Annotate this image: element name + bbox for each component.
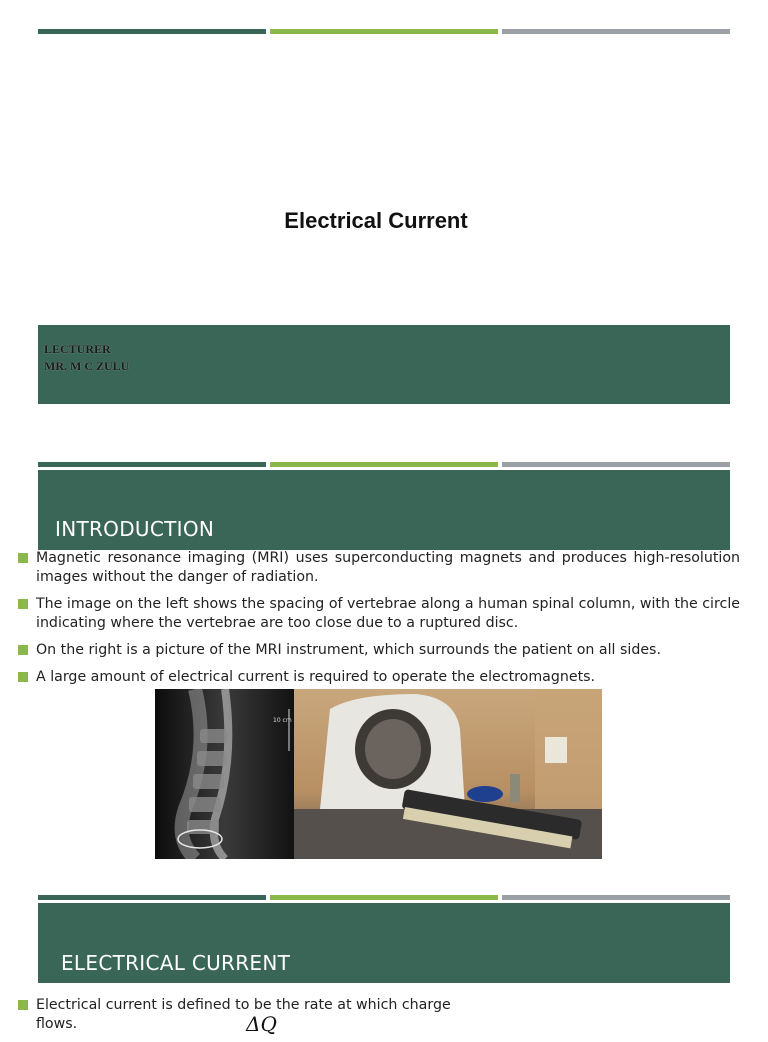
top-stripe-gray — [502, 29, 730, 34]
lecturer-name: MR. M C ZULU — [44, 359, 130, 373]
scale-label: 10 cm — [273, 717, 292, 724]
square-bullet-icon — [18, 645, 28, 655]
slide2-stripe-green — [270, 462, 498, 467]
list-item: On the right is a picture of the MRI instrument, which surrounds the patient on all sides. — [18, 641, 740, 660]
square-bullet-icon — [18, 553, 28, 563]
slide3-stripe-dark — [38, 895, 266, 900]
slide-title: Electrical Current — [284, 208, 468, 233]
slide3-stripe-gray — [502, 895, 730, 900]
lecturer-band — [38, 325, 730, 404]
mri-photo-composite — [155, 689, 602, 859]
square-bullet-icon — [18, 672, 28, 682]
spine-scan-image — [155, 689, 294, 859]
slide2-stripe-gray — [502, 462, 730, 467]
list-item: Magnetic resonance imaging (MRI) uses superconducting magnets and produces high-resolution images without the danger of radiation. — [18, 549, 740, 587]
slide2-stripe-dark — [38, 462, 266, 467]
slide3-stripe-green — [270, 895, 498, 900]
top-stripe-green — [270, 29, 498, 34]
introduction-band — [38, 470, 730, 550]
mri-machine-image — [294, 689, 602, 859]
list-item: A large amount of electrical current is required to operate the electromagnets. — [18, 668, 740, 687]
introduction-heading: INTRODUCTION — [55, 517, 215, 541]
list-item: The image on the left shows the spacing of vertebrae along a human spinal column, with the circle indicating where the vertebrae are too close due to a ruptured disc. — [18, 595, 740, 633]
electrical-current-bullet-list — [18, 996, 458, 1042]
electrical-current-heading: ELECTRICAL CURRENT — [61, 951, 291, 975]
lecturer-label: LECTURER — [44, 342, 111, 356]
electrical-current-band — [38, 903, 730, 983]
square-bullet-icon — [18, 1000, 28, 1010]
lecturer-block — [44, 341, 129, 375]
introduction-bullet-list — [18, 549, 740, 695]
top-stripe-dark — [38, 29, 266, 34]
formula-fragment: ΔQ — [246, 1012, 277, 1036]
list-item: Electrical current is defined to be the rate at which charge flows. — [18, 996, 458, 1034]
mri-images — [155, 689, 602, 859]
square-bullet-icon — [18, 599, 28, 609]
